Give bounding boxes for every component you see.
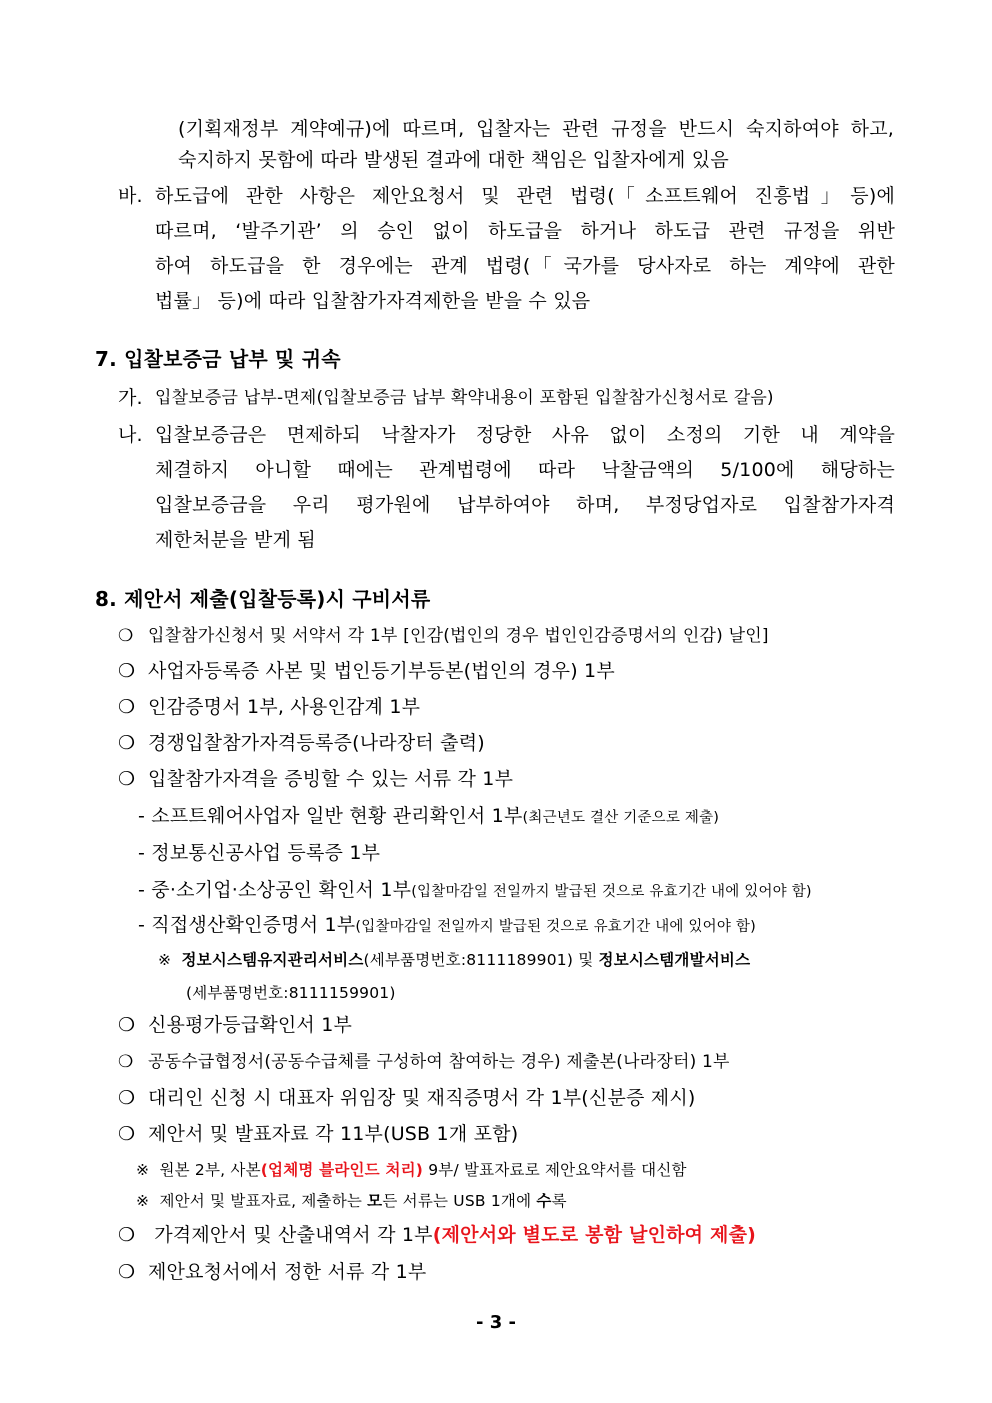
circle-bullet-icon: ❍ [118,1224,136,1246]
item-ba-line-1: 하도급에 관한 사항은 제안요청서 및 관련 법령(「소프트웨어 진흥법」등)에 [155,185,895,207]
circle-bullet-icon: ❍ [118,732,136,754]
sub-item-4: - 직접생산확인증명서 1부(입찰마감일 전일까지 발급된 것으로 유효기간 내에 있어야 함) [138,914,756,936]
item-na-line-3: 입찰보증금을 우리 평가원에 납부하여야 하며, 부정당업자로 입찰참가자격 [155,494,895,516]
list-item-4: ❍ 경쟁입찰참가자격등록증(나라장터 출력) [118,732,485,754]
continued-text-line-2: 숙지하지 못함에 따라 발생된 결과에 대한 책임은 입찰자에게 있음 [178,149,729,171]
sub-item-2: - 정보통신공사업 등록증 1부 [138,842,381,864]
remark-usb: ※ 제안서 및 발표자료, 제출하는 모든 서류는 USB 1개에 수록 [136,1192,567,1210]
item-na-line-1: 입찰보증금은 면제하되 낙찰자가 정당한 사유 없이 소정의 기한 내 계약을 [155,424,895,446]
circle-bullet-icon: ❍ [118,768,136,790]
note-service-items: ※ 정보시스템유지관리서비스(세부품명번호:8111189901) 및 정보시스템개발서비스 [158,951,751,969]
list-item-10: ❍ 가격제안서 및 산출내역서 각 1부(제안서와 별도로 봉함 날인하여 제출) [118,1224,757,1246]
item-ba-line-2: 따르며, ‘발주기관’ 의 승인 없이 하도급을 하거나 하도급 관련 규정을 위반 [155,220,895,242]
circle-bullet-icon: ❍ [118,1087,136,1109]
item-ba-line-4: 법률」 등)에 따라 입찰참가자격제한을 받을 수 있음 [155,290,591,312]
list-item-7: ❍ 공동수급협정서(공동수급체를 구성하여 참여하는 경우) 제출본(나라장터) 1부 [118,1049,730,1075]
item-ba-line-3: 하여 하도급을 한 경우에는 관계 법령(「국가를 당사자로 하는 계약에 관한 [155,255,895,277]
item-na-marker: 나. [118,424,143,446]
item-ga-marker: 가. [118,387,143,409]
continued-text-line-1: (기획재정부 계약예규)에 따르며, 입찰자는 관련 규정을 반드시 숙지하여야 하고, [178,118,894,140]
section-8-title: 8. 제안서 제출(입찰등록)시 구비서류 [95,587,431,611]
list-item-1: ❍ 입찰참가신청서 및 서약서 각 1부 [인감(법인의 경우 법인인감증명서의 인감) 날인] [118,623,769,649]
list-item-11: ❍ 제안요청서에서 정한 서류 각 1부 [118,1261,427,1283]
list-item-5: ❍ 입찰참가자격을 증빙할 수 있는 서류 각 1부 [118,768,514,790]
remark-copies: ※ 원본 2부, 사본(업체명 블라인드 처리) 9부/ 발표자료로 제안요약서를 대신함 [136,1161,687,1179]
list-item-3: ❍ 인감증명서 1부, 사용인감계 1부 [118,696,421,718]
circle-bullet-icon: ❍ [118,1123,136,1145]
circle-bullet-icon: ❍ [118,660,136,682]
circle-bullet-icon: ❍ [118,696,136,718]
circle-bullet-icon: ❍ [118,626,134,646]
circle-bullet-icon: ❍ [118,1014,136,1036]
sub-item-1: - 소프트웨어사업자 일반 현황 관리확인서 1부(최근년도 결산 기준으로 제출) [138,805,720,827]
item-ba-marker: 바. [118,185,143,207]
section-7-title: 7. 입찰보증금 납부 및 귀속 [95,347,341,371]
circle-bullet-icon: ❍ [118,1052,134,1072]
list-item-9: ❍ 제안서 및 발표자료 각 11부(USB 1개 포함) [118,1123,519,1145]
circle-bullet-icon: ❍ [118,1261,136,1283]
sub-item-3: - 중·소기업·소상공인 확인서 1부(입찰마감일 전일까지 발급된 것으로 유효기간 내에 있어야 함) [138,879,812,901]
item-ga-text: 입찰보증금 납부-면제(입찰보증금 납부 확약내용이 포함된 입찰참가신청서로 갈음) [155,388,774,408]
item-na-line-2: 체결하지 아니할 때에는 관계법령에 따라 낙찰금액의 5/100에 해당하는 [155,459,895,481]
list-item-8: ❍ 대리인 신청 시 대표자 위임장 및 재직증명서 각 1부(신분증 제시) [118,1087,696,1109]
item-na-line-4: 제한처분을 받게 됨 [155,529,316,551]
page-number: - 3 - [476,1312,516,1333]
note-service-items-line-2: (세부품명번호:8111159901) [186,984,396,1002]
list-item-6: ❍ 신용평가등급확인서 1부 [118,1014,353,1036]
list-item-2: ❍ 사업자등록증 사본 및 법인등기부등본(법인의 경우) 1부 [118,660,615,682]
